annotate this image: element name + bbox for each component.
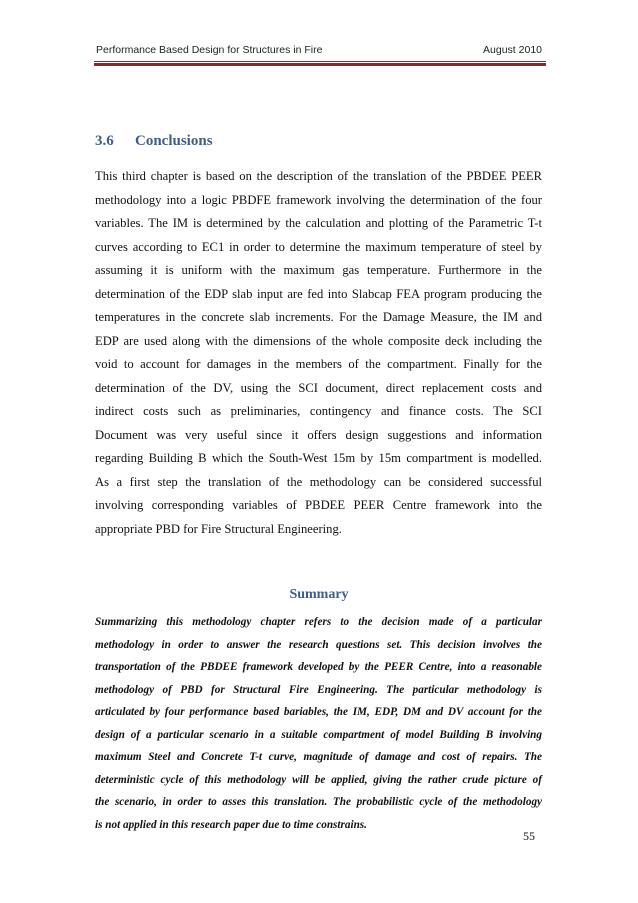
paragraph-line: appropriate PBD for Fire Structural Engineering. <box>95 521 342 536</box>
paragraph-line: EDP are used along with the dimensions of the whole composite deck including the <box>95 333 542 348</box>
paragraph-line: This third chapter is based on the description of the translation of the PBDEE PEER <box>95 169 542 183</box>
summary-heading <box>0 587 638 603</box>
summary-line: methodology in order to answer the research questions set. This decision involves the <box>95 638 542 651</box>
summary-line: the scenario, in order to asses this translation. The probabilistic cycle of the methodology <box>95 796 542 808</box>
paragraph-line: regarding Building B which the South-West 15m by 15m compartment is modelled. <box>95 451 542 465</box>
paragraph-line: indirect costs such as preliminaries, contingency and finance costs. The SCI <box>95 404 542 418</box>
summary-line: design of a particular scenario in a suitable compartment of model Building B involving <box>95 728 542 741</box>
paragraph-line: curves according to EC1 in order to determine the maximum temperature of steel by <box>95 239 542 254</box>
section-number: 3.6 <box>95 133 114 149</box>
paragraph-line: methodology into a logic PBDFE framework involving the determination of the four <box>95 192 542 207</box>
header-date: August 2010 <box>483 44 542 56</box>
summary-line: articulated by four performance based bariables, the IM, EDP, DM and DV account for the <box>95 706 542 718</box>
header-rule-thin <box>94 61 546 62</box>
summary-line: transportation of the PBDEE framework developed by the PEER Centre, into a reasonable <box>95 661 542 673</box>
paragraph-line: determination of the DV, using the SCI document, direct replacement costs and <box>95 380 542 395</box>
paragraph-line: determination of the EDP slab input are fed into Slabcap FEA program producing the <box>95 286 542 301</box>
running-header <box>94 44 544 60</box>
section-heading <box>95 133 213 150</box>
paragraph-line: As a first step the translation of the methodology can be considered successful <box>95 474 542 489</box>
paragraph-line: variables. The IM is determined by the calculation and plotting of the Parametric T-t <box>95 216 542 230</box>
summary-paragraph <box>95 611 542 836</box>
header-title: Performance Based Design for Structures in Fire <box>96 44 323 56</box>
header-rule-thick <box>94 63 546 66</box>
paragraph-line: assuming it is uniform with the maximum gas temperature. Furthermore in the <box>95 263 542 277</box>
summary-heading-text: Summary <box>289 587 349 602</box>
paragraph-line: Document was very useful since it offers design suggestions and information <box>95 427 542 442</box>
summary-line: is not applied in this research paper due to time constrains. <box>95 818 367 831</box>
paragraph-line: temperatures in the concrete slab increments. For the Damage Measure, the IM and <box>95 310 542 324</box>
summary-line: Summarizing this methodology chapter refers to the decision made of a particular <box>95 616 542 628</box>
summary-line: deterministic cycle of this methodology will be applied, giving the rather crude picture of <box>95 773 542 786</box>
paragraph-line: void to account for damages in the members of the compartment. Finally for the <box>95 357 542 371</box>
section-title: Conclusions <box>135 133 213 149</box>
summary-line: methodology of PBD for Structural Fire Engineering. The particular methodology is <box>95 683 542 696</box>
conclusions-paragraph <box>95 165 542 541</box>
page-number: 55 <box>523 829 535 843</box>
paragraph-line: involving corresponding variables of PBDEE PEER Centre framework into the <box>95 498 542 512</box>
summary-line: maximum Steel and Concrete T-t curve, magnitude of damage and cost of repairs. The <box>95 751 542 763</box>
